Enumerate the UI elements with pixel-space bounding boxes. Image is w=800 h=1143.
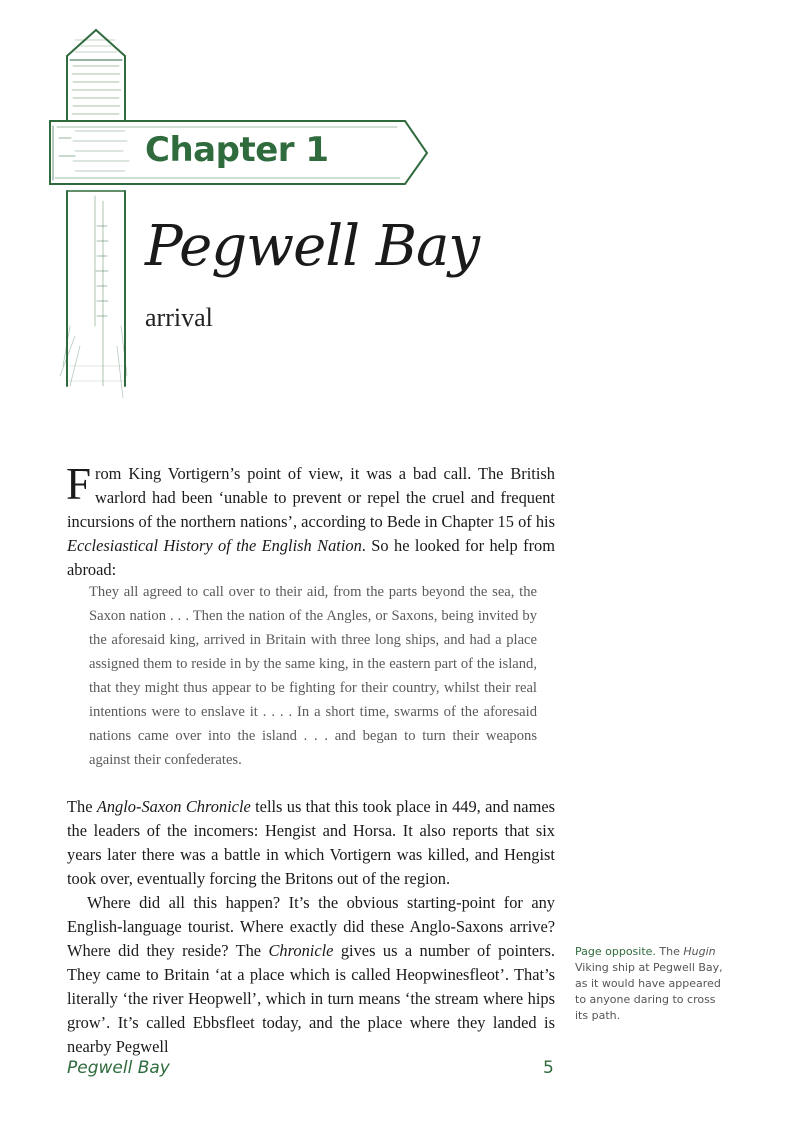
caption-text: Viking ship at Pegwell Bay, as it would have appeared to anyone daring to cross its path. [575, 961, 723, 1022]
paragraph-text: Where did all this happen? It’s the obvious starting-point for any English-language tourist. Where exactly did these Anglo-Saxons arrive? Where did they reside? The [67, 893, 555, 960]
paragraph-text: tells us that this took place in 449, and names the leaders of the incomers: Hengist and Horsa. It also reports that six years later there was a battle in which Vortigern was killed, and Hengist took over, eventually forcing the Britons out of the region. [67, 797, 555, 888]
body-paragraph-3 [67, 891, 555, 1059]
book-title: Anglo-Saxon Chronicle [96, 797, 251, 816]
paragraph-text: The [67, 797, 97, 816]
page-number: 5 [543, 1058, 554, 1078]
running-footer-title: Pegwell Bay [67, 1058, 170, 1078]
book-title: Chronicle [268, 941, 334, 960]
body-paragraph-2 [67, 795, 555, 891]
caption-text: The [655, 945, 684, 958]
chapter-title: Pegwell Bay [145, 214, 480, 279]
ship-name: Hugin [683, 945, 716, 958]
caption-lead: Page opposite. [575, 945, 656, 958]
drop-cap: F [66, 459, 92, 509]
chapter-label: Chapter 1 [145, 130, 329, 170]
body-paragraph-1 [66, 459, 555, 582]
block-quote: They all agreed to call over to their aid, from the parts beyond the sea, the Saxon nation . . . Then the nation of the Angles, or Saxons, being invited by the aforesaid king, arrived in Britain with three long ships, and had a place assigned them to reside in by the same king, in the eastern part of the island, that they might thus appear to be fighting for their country, whilst their real intentions were to enslave it . . . . In a short time, swarms of the aforesaid nations came over into the island . . . and began to turn their weapons against their confederates. [89, 584, 537, 768]
book-title: Ecclesiastical History of the English Nation [67, 536, 362, 555]
side-note-caption [575, 944, 725, 1024]
paragraph-text: rom King Vortigern’s point of view, it was a bad call. The British warlord had been ‘unable to prevent or repel the cruel and frequent incursions of the northern nations’, according to Bede in Chapter 15 of his [67, 464, 555, 531]
paragraph-text: . So he looked for help from abroad: [67, 536, 555, 579]
paragraph-text: gives us a number of pointers. They came to Britain ‘at a place which is called Heopwinesfleot’. That’s literally ‘the river Heopwell’, which in turn means ‘the stream where hips grow’. It’s called Ebbsfleet today, and the place where they landed is nearby Pegwell [67, 941, 555, 1056]
chapter-subtitle: arrival [145, 303, 213, 332]
